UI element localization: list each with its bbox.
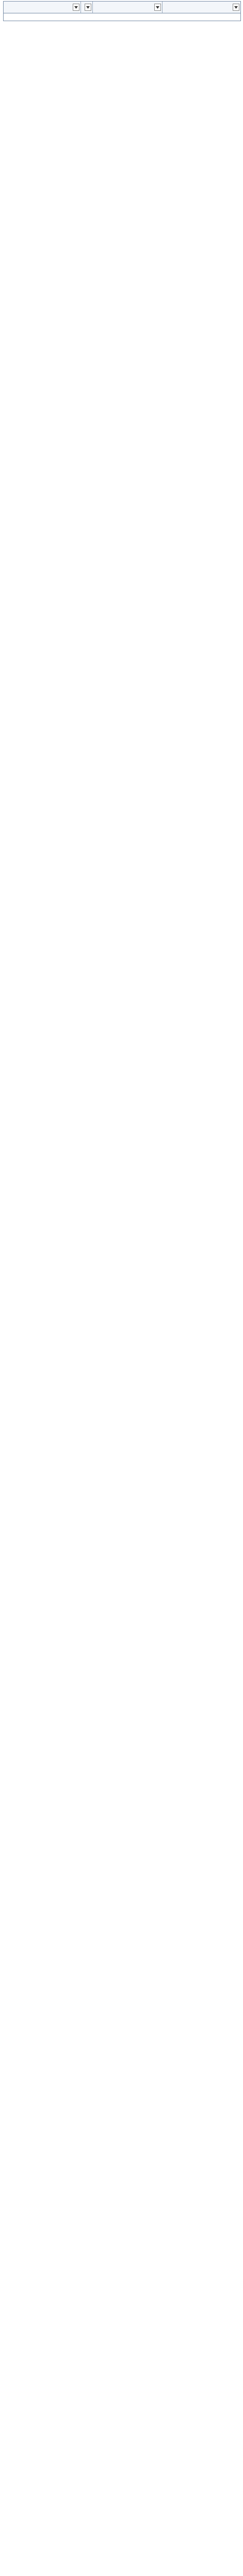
column-header-status[interactable] (163, 2, 240, 13)
filter-dropdown-icon[interactable] (73, 4, 79, 11)
filter-dropdown-icon[interactable] (233, 4, 239, 11)
table-footer (4, 13, 240, 21)
spreadsheet-table (3, 1, 241, 21)
table-header-row (4, 1, 240, 13)
filter-dropdown-icon[interactable] (85, 4, 91, 11)
column-header-spacer[interactable] (81, 2, 93, 13)
filter-dropdown-icon[interactable] (154, 4, 161, 11)
column-header-location[interactable] (93, 2, 163, 13)
column-header-name[interactable] (4, 2, 81, 13)
